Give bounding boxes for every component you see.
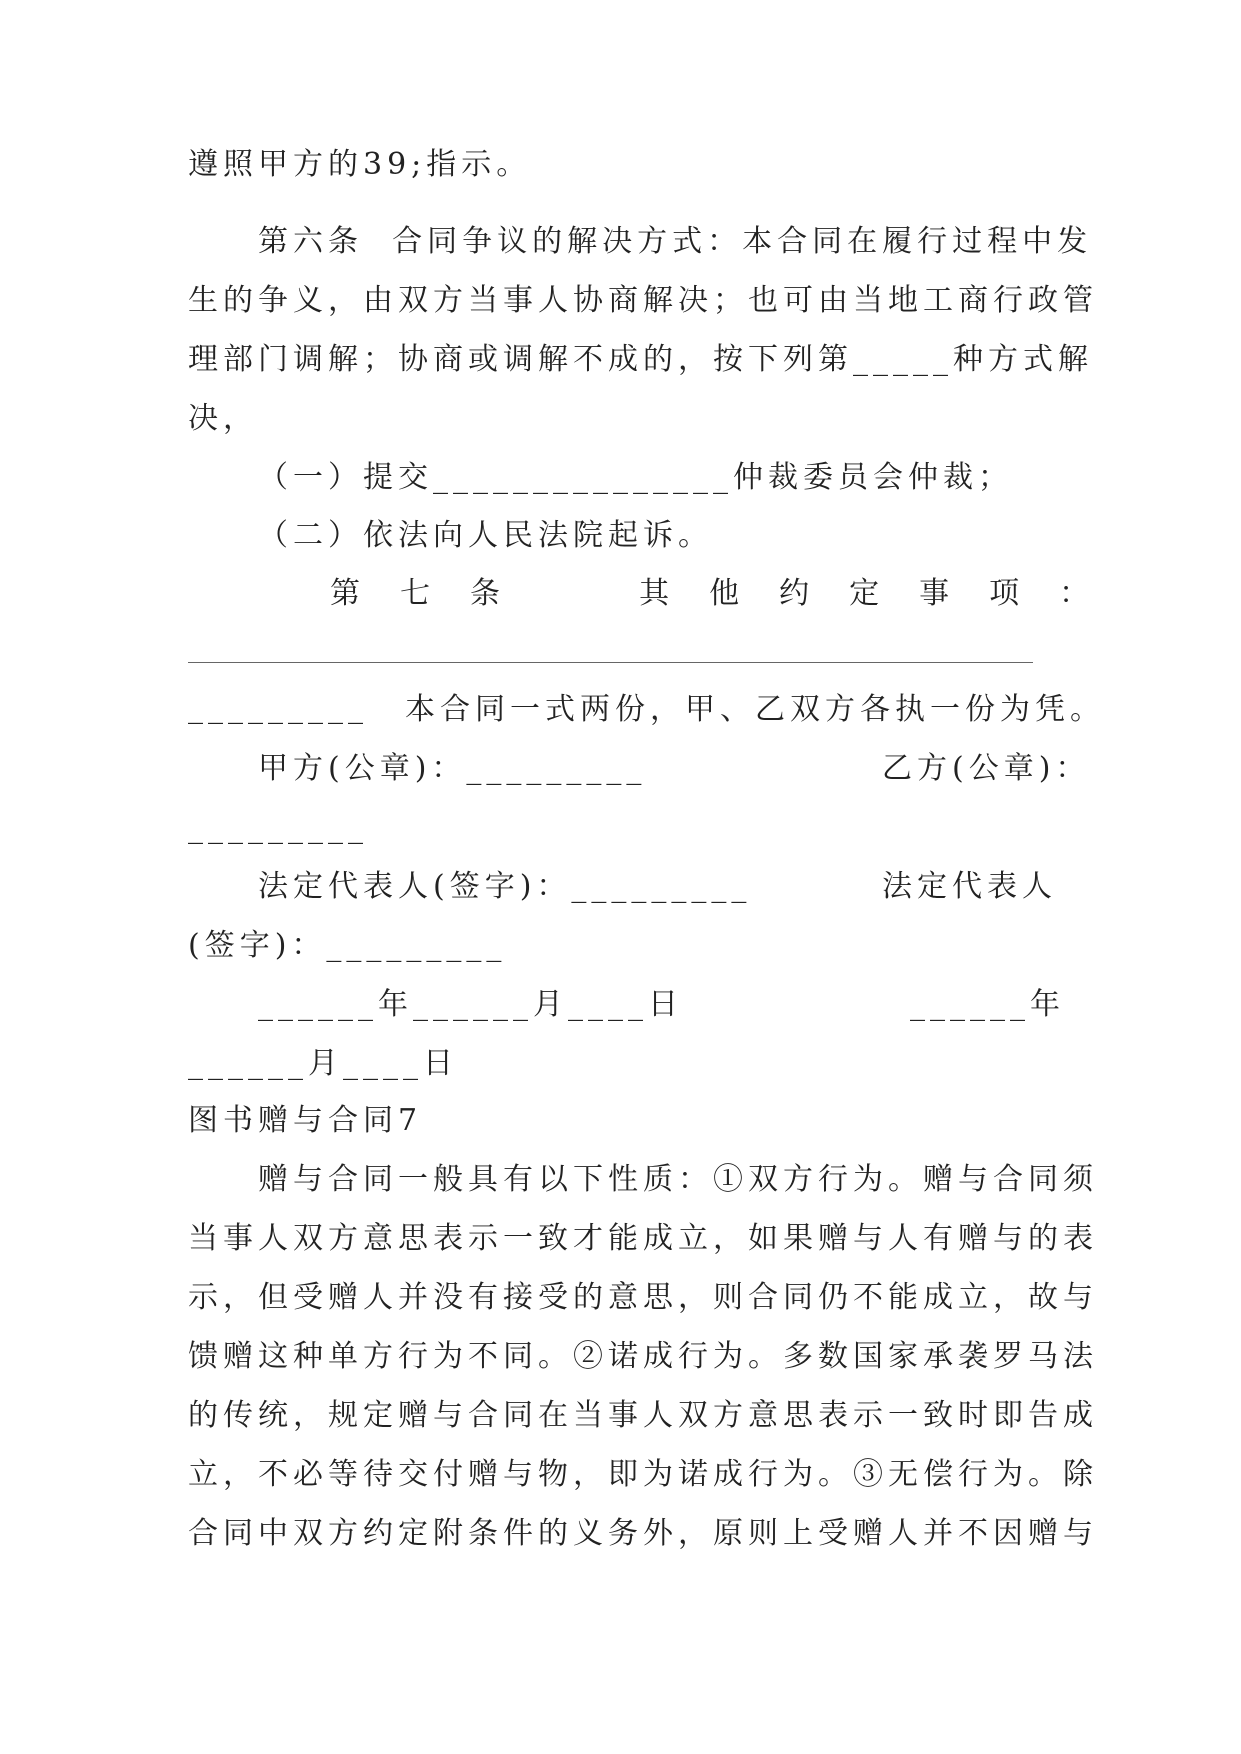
paragraph-line-3: 示，但受赠人并没有接受的意思，则合同仍不能成立，故与 [188, 1280, 1098, 1315]
paragraph-line-6: 立，不必等待交付赠与物，即为诺成行为。③无偿行为。除 [188, 1457, 1098, 1492]
party-a-representative: 法定代表人(签字)：_________ [258, 869, 752, 904]
option-one: （一）提交_______________仲裁委员会仲裁； [258, 460, 1013, 495]
party-b-seal-blank: _________ [188, 810, 368, 845]
clause-six-line-3: 理部门调解；协商或调解不成的，按下列第_____种方式解 [188, 342, 1093, 377]
party-b-date-month-day: ______月____日 [188, 1046, 458, 1081]
party-b-date-year: ______年 [910, 987, 1065, 1022]
paragraph-line-5: 的传统，规定赠与合同在当事人双方意思表示一致时即告成 [188, 1398, 1098, 1433]
party-a-date: ______年______月____日 [258, 987, 683, 1022]
section-heading: 图书赠与合同7 [188, 1103, 423, 1138]
paragraph-line-2: 当事人双方意思表示一致才能成立，如果赠与人有赠与的表 [188, 1221, 1098, 1256]
clause-seven-heading: 第七条 其他约定事项： [330, 576, 1130, 611]
option-two: （二）依法向人民法院起诉。 [258, 518, 713, 553]
party-b-seal: 乙方(公章)： [882, 751, 1091, 786]
blank-rule [188, 662, 1033, 663]
paragraph-line-1: 赠与合同一般具有以下性质：①双方行为。赠与合同须 [258, 1162, 1098, 1197]
paragraph-line-7: 合同中双方约定附条件的义务外，原则上受赠人并不因赠与 [188, 1516, 1098, 1551]
clause-six-line-4: 决， [188, 401, 258, 436]
clause-six-line-1: 第六条 合同争议的解决方式：本合同在履行过程中发 [258, 224, 1093, 259]
paragraph-line-4: 馈赠这种单方行为不同。②诺成行为。多数国家承袭罗马法 [188, 1339, 1098, 1374]
party-a-seal: 甲方(公章)：_________ [258, 751, 647, 786]
party-b-representative: 法定代表人 [882, 869, 1057, 904]
copies-statement: 本合同一式两份，甲、乙双方各执一份为凭。 [405, 692, 1105, 727]
blank-field: _________ [188, 690, 368, 725]
clause-six-line-2: 生的争义，由双方当事人协商解决；也可由当地工商行政管 [188, 283, 1098, 318]
party-b-signature: (签字)：_________ [188, 928, 507, 963]
text-line: 遵照甲方的39;指示。 [188, 147, 532, 182]
